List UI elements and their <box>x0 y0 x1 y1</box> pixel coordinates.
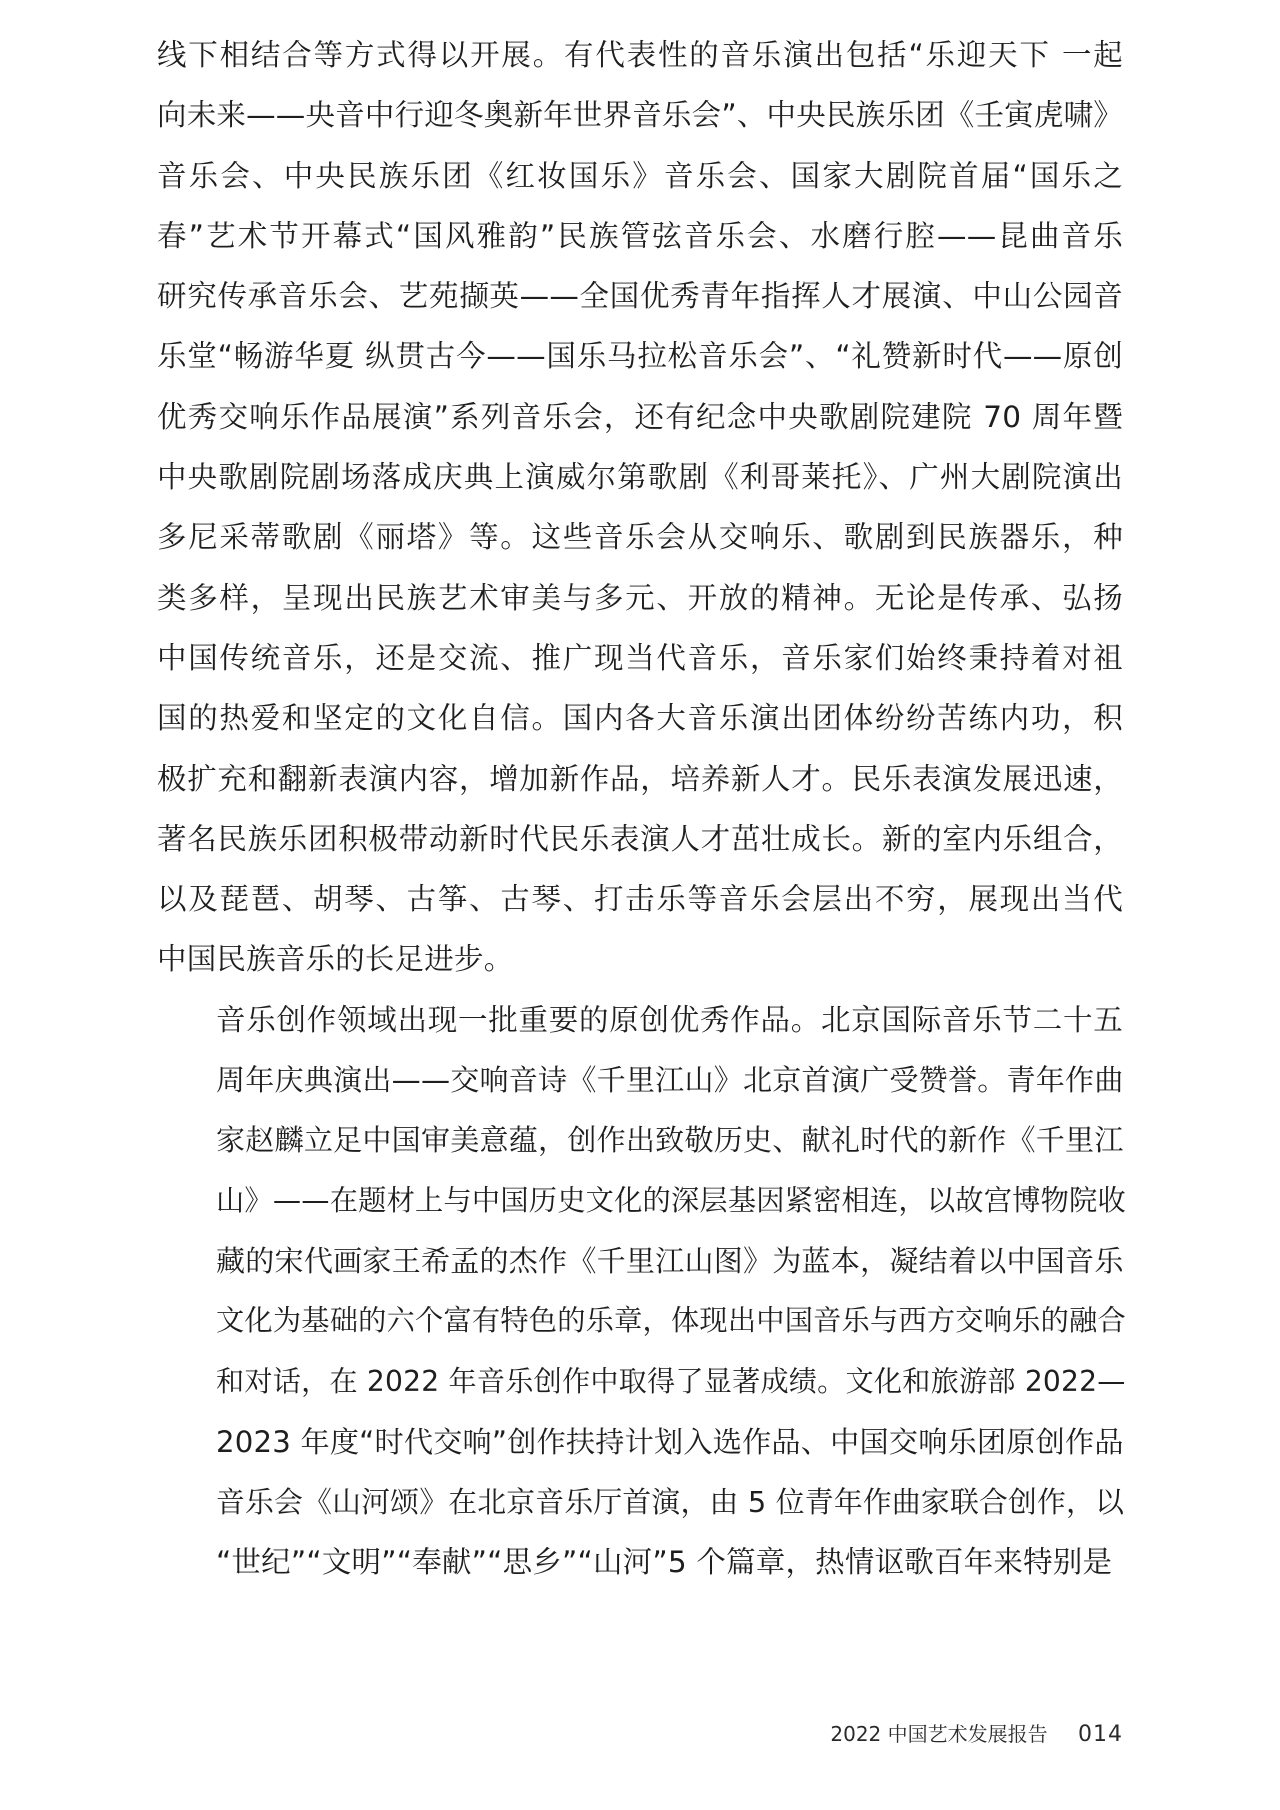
text-line: 和对话，在 2022 年音乐创作中取得了显著成绩。文化和旅游部 2022— <box>216 1364 1126 1398</box>
text-line: 优秀交响乐作品展演”系列音乐会，还有纪念中央歌剧院建院 70 周年暨 <box>157 399 1123 434</box>
text-line: 国的热爱和坚定的文化自信。国内各大音乐演出团体纷纷苦练内功，积 <box>157 701 1123 736</box>
text-line: 中国民族音乐的长足进步。 <box>157 942 514 977</box>
text-line: 乐堂“畅游华夏 纵贯古今——国乐马拉松音乐会”、“礼赞新时代——原创 <box>157 339 1123 374</box>
text-line: 2023 年度“时代交响”创作扶持计划入选作品、中国交响乐团原创作品 <box>216 1424 1124 1459</box>
report-title: 2022 中国艺术发展报告 <box>830 1722 1048 1746</box>
text-line: 藏的宋代画家王希孟的杰作《千里江山图》为蓝本，凝结着以中国音乐 <box>216 1243 1124 1278</box>
text-line: 研究传承音乐会、艺苑撷英——全国优秀青年指挥人才展演、中山公园音 <box>157 279 1123 314</box>
text-line: “世纪”“文明”“奉献”“思乡”“山河”5 个篇章，热情讴歌百年来特别是 <box>216 1545 1113 1580</box>
text-line: 线下相结合等方式得以开展。有代表性的音乐演出包括“乐迎天下 一起 <box>157 38 1123 72</box>
text-line: 著名民族乐团积极带动新时代民乐表演人才茁壮成长。新的室内乐组合， <box>157 821 1123 856</box>
text-line: 周年庆典演出——交响音诗《千里江山》北京首演广受赞誉。青年作曲 <box>216 1063 1124 1098</box>
text-line: 音乐创作领域出现一批重要的原创优秀作品。北京国际音乐节二十五 <box>216 1002 1123 1037</box>
text-line: 山》——在题材上与中国历史文化的深层基因紧密相连，以故宫博物院收 <box>216 1183 1126 1217</box>
text-line: 极扩充和翻新表演内容，增加新作品，培养新人才。民乐表演发展迅速， <box>157 761 1123 796</box>
text-line: 多尼采蒂歌剧《丽塔》等。这些音乐会从交响乐、歌剧到民族器乐，种 <box>157 520 1123 555</box>
body-text <box>157 25 1126 1593</box>
text-line: 家赵麟立足中国审美意蕴，创作出致敬历史、献礼时代的新作《千里江 <box>216 1123 1124 1158</box>
page-number: 014 <box>1078 1722 1123 1747</box>
text-line: 音乐会《山河颂》在北京音乐厅首演，由 5 位青年作曲家联合创作，以 <box>216 1485 1125 1520</box>
paragraph-1 <box>157 25 1123 990</box>
text-line: 向未来——央音中行迎冬奥新年世界音乐会”、中央民族乐团《壬寅虎啸》 <box>157 98 1123 133</box>
page-footer <box>830 1718 1123 1747</box>
text-line: 以及琵琶、胡琴、古筝、古琴、打击乐等音乐会层出不穷，展现出当代 <box>157 882 1123 917</box>
text-line: 文化为基础的六个富有特色的乐章，体现出中国音乐与西方交响乐的融合 <box>216 1304 1126 1338</box>
text-line: 中央歌剧院剧场落成庆典上演威尔第歌剧《利哥莱托》、广州大剧院演出 <box>157 460 1123 495</box>
text-line: 音乐会、中央民族乐团《红妆国乐》音乐会、国家大剧院首届“国乐之 <box>157 158 1123 193</box>
paragraph-2 <box>157 990 1126 1593</box>
text-line: 类多样，呈现出民族艺术审美与多元、开放的精神。无论是传承、弘扬 <box>157 580 1123 615</box>
text-line: 春”艺术节开幕式“国风雅韵”民族管弦音乐会、水磨行腔——昆曲音乐 <box>157 218 1123 253</box>
text-line: 中国传统音乐，还是交流、推广现当代音乐，音乐家们始终秉持着对祖 <box>157 640 1123 675</box>
